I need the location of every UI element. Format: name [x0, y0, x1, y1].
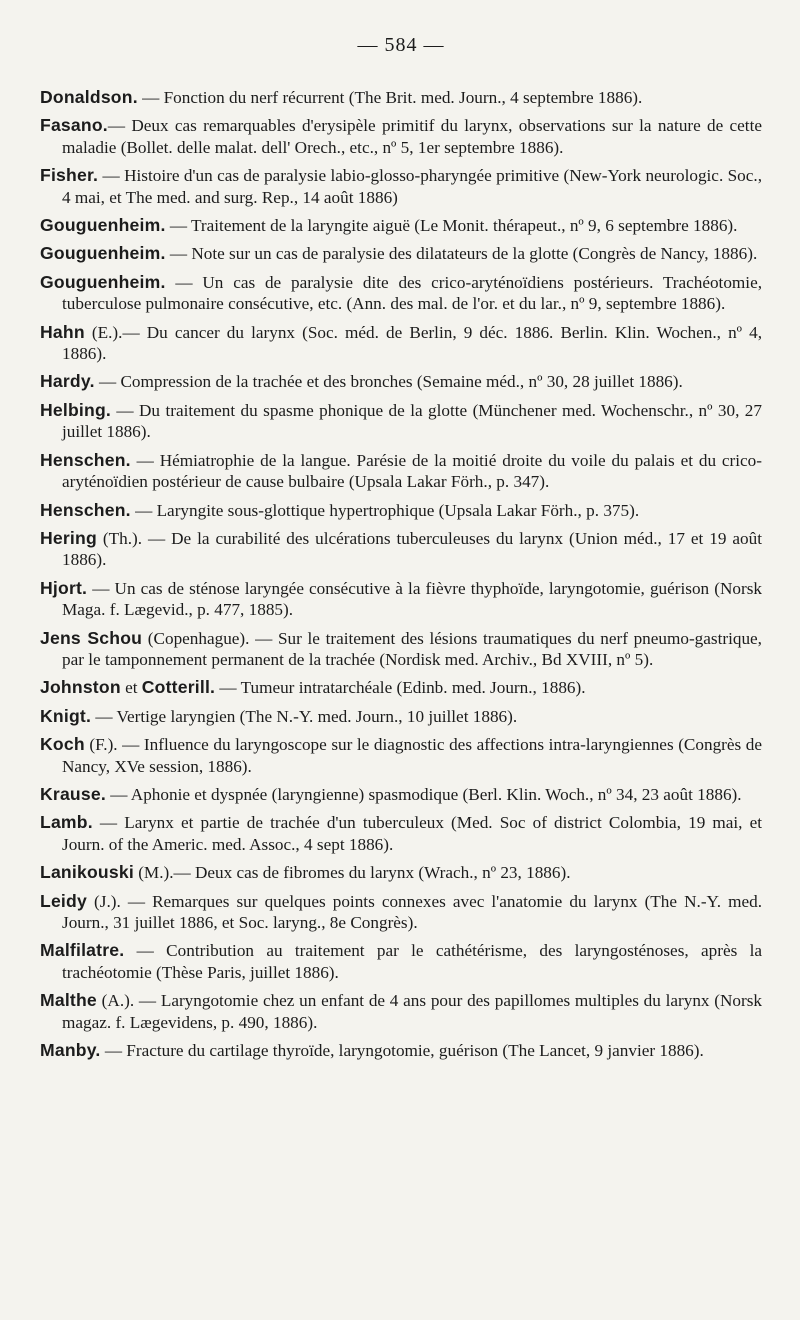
entry-author: Hering	[40, 527, 97, 548]
bibliography-entry	[40, 272, 762, 315]
entry-author: Malfilatre.	[40, 940, 125, 961]
entry-text: et	[120, 678, 142, 698]
entry-text: (J.). — Remarques sur quelques points connexes avec l'anatomie du larynx (The N.-Y. med. Journ., 31 juillet 1886, et Soc. laryng., 8e Congrès).	[62, 891, 762, 932]
entry-text: — Note sur un cas de paralysie des dilatateurs de la glotte (Congrès de Nancy, 1886).	[165, 244, 758, 264]
entry-text: — Compression de la trachée et des bronches (Semaine méd., nº 30, 28 juillet 1886).	[94, 372, 683, 392]
bibliography-entry	[40, 243, 762, 264]
bibliography-entry	[40, 528, 762, 571]
entry-author: Helbing.	[40, 399, 111, 420]
entry-text: — Fracture du cartilage thyroïde, laryngotomie, guérison (The Lancet, 9 janvier 1886).	[100, 1041, 704, 1061]
bibliography-entry	[40, 706, 762, 727]
bibliography-entry	[40, 1040, 762, 1061]
bibliography-entry	[40, 115, 762, 158]
entry-author: Gouguenheim.	[40, 271, 166, 292]
entry-author: Hjort.	[40, 577, 88, 598]
entry-text: — Fonction du nerf récurrent (The Brit. med. Journ., 4 septembre 1886).	[137, 88, 643, 107]
bibliography-entry	[40, 322, 762, 365]
bibliography-entry	[40, 677, 762, 698]
entry-text: — Vertige laryngien (The N.-Y. med. Journ., 10 juillet 1886).	[91, 706, 518, 726]
bibliography-entry	[40, 215, 762, 236]
entry-text: — Larynx et partie de trachée d'un tuberculeux (Med. Soc of district Colombia, 19 mai, et Journ. of the Americ. med. Assoc., 4 sept 1886).	[62, 813, 762, 854]
entry-author: Johnston	[40, 677, 121, 698]
entry-author: Leidy	[40, 890, 87, 911]
entry-text: — Un cas de paralysie dite des crico-aryténoïdiens postérieurs. Trachéotomie, tuberculose pulmonaire consécutive, etc. (Ann. des mal. de l'or. et du lar., nº 9, septembre 1886).	[62, 272, 762, 314]
entry-text: — Contribution au traitement par le cathétérisme, des laryngosténoses, après la trachéotomie (Thèse Paris, juillet 1886).	[62, 941, 762, 982]
entry-author: Fisher.	[40, 165, 99, 186]
entry-text: — Du traitement du spasme phonique de la glotte (Münchener med. Wochenschr., nº 30, 27 juillet 1886).	[62, 400, 762, 442]
bibliography-entry	[40, 812, 762, 855]
entry-text: — Laryngite sous-glottique hypertrophique (Upsala Lakar Förh., p. 375).	[130, 500, 640, 520]
entry-author: Cotterill.	[141, 677, 216, 698]
bibliography-entry	[40, 734, 762, 777]
entry-author: Lanikouski	[40, 862, 134, 883]
entry-author: Malthe	[40, 990, 97, 1011]
page-number: — 584 —	[357, 34, 445, 56]
entry-author: Manby.	[40, 1040, 101, 1061]
entry-text: (Th.). — De la curabilité des ulcérations tuberculeuses du larynx (Union méd., 17 et 19 août 1886).	[62, 528, 762, 570]
entry-author: Hahn	[40, 321, 85, 342]
bibliography-entry	[40, 400, 762, 443]
bibliography-entry	[40, 940, 762, 983]
entry-author: Henschen.	[40, 449, 131, 470]
bibliography-entry	[40, 371, 762, 392]
entry-author: Donaldson.	[40, 87, 138, 107]
bibliography-entry	[40, 891, 762, 934]
entry-text: — Deux cas remarquables d'erysipèle primitif du larynx, observations sur la nature de cette maladie (Bollet. delle malat. dell' Orech., etc., nº 5, 1er septembre 1886).	[62, 116, 762, 157]
entry-author: Knigt.	[40, 705, 92, 726]
entry-text: (E.).— Du cancer du larynx (Soc. méd. de Berlin, 9 déc. 1886. Berlin. Klin. Wochen., nº 4, 1886).	[62, 322, 762, 364]
entry-text: (A.). — Laryngotomie chez un enfant de 4 ans pour des papillomes multiples du larynx (Norsk magaz. f. Lægevidens, p. 490, 1886).	[62, 991, 762, 1032]
entry-text: (Copenhague). — Sur le traitement des lésions traumatiques du nerf pneumo-gastrique, par le tamponnement permanent de la trachée (Nordisk med. Archiv., Bd XVIII, nº 5).	[62, 628, 762, 669]
entry-author: Gouguenheim.	[40, 215, 166, 236]
entry-author: Henschen.	[40, 499, 131, 520]
entry-text: — Un cas de sténose laryngée consécutive à la fièvre thyphoïde, laryngotomie, guérison (Norsk Maga. f. Lægevid., p. 477, 1885).	[62, 578, 762, 620]
bibliography-entry	[40, 500, 762, 521]
entry-author: Fasano.	[40, 115, 108, 136]
entry-text: — Hémiatrophie de la langue. Parésie de la moitié droite du voile du palais et du crico-aryténoïdien postérieur de cause bulbaire (Upsala Lakar Förh., p. 347).	[62, 450, 762, 492]
bibliography-entry	[40, 450, 762, 493]
entry-text: — Traitement de la laryngite aiguë (Le Monit. thérapeut., nº 9, 6 septembre 1886).	[165, 216, 738, 236]
entry-text: (F.). — Influence du laryngoscope sur le diagnostic des affections intra-laryngiennes (Congrès de Nancy, XVe session, 1886).	[62, 735, 762, 776]
entry-author: Lamb.	[40, 812, 93, 833]
entry-text: — Histoire d'un cas de paralysie labio-glosso-pharyngée primitive (New-York neurologic. Soc., 4 mai, et The med. and surg. Rep., 14 août 1886)	[62, 166, 762, 207]
bibliography-entry	[40, 990, 762, 1033]
entry-text: (M.).— Deux cas de fibromes du larynx (Wrach., nº 23, 1886).	[133, 863, 571, 883]
bibliography-entry	[40, 87, 762, 108]
entry-author: Koch	[40, 734, 85, 755]
bibliography-entry	[40, 628, 762, 671]
entry-text: — Aphonie et dyspnée (laryngienne) spasmodique (Berl. Klin. Woch., nº 34, 23 août 1886).	[105, 784, 742, 804]
entry-author: Hardy.	[40, 371, 95, 392]
entry-author: Krause.	[40, 783, 106, 804]
bibliography-list	[40, 87, 762, 1061]
entry-text: — Tumeur intratarchéale (Edinb. med. Journ., 1886).	[215, 678, 586, 698]
bibliography-entry	[40, 165, 762, 208]
bibliography-entry	[40, 784, 762, 805]
bibliography-entry	[40, 578, 762, 621]
bibliography-entry	[40, 862, 762, 883]
entry-author: Gouguenheim.	[40, 243, 166, 264]
entry-author: Jens Schou	[40, 627, 143, 648]
